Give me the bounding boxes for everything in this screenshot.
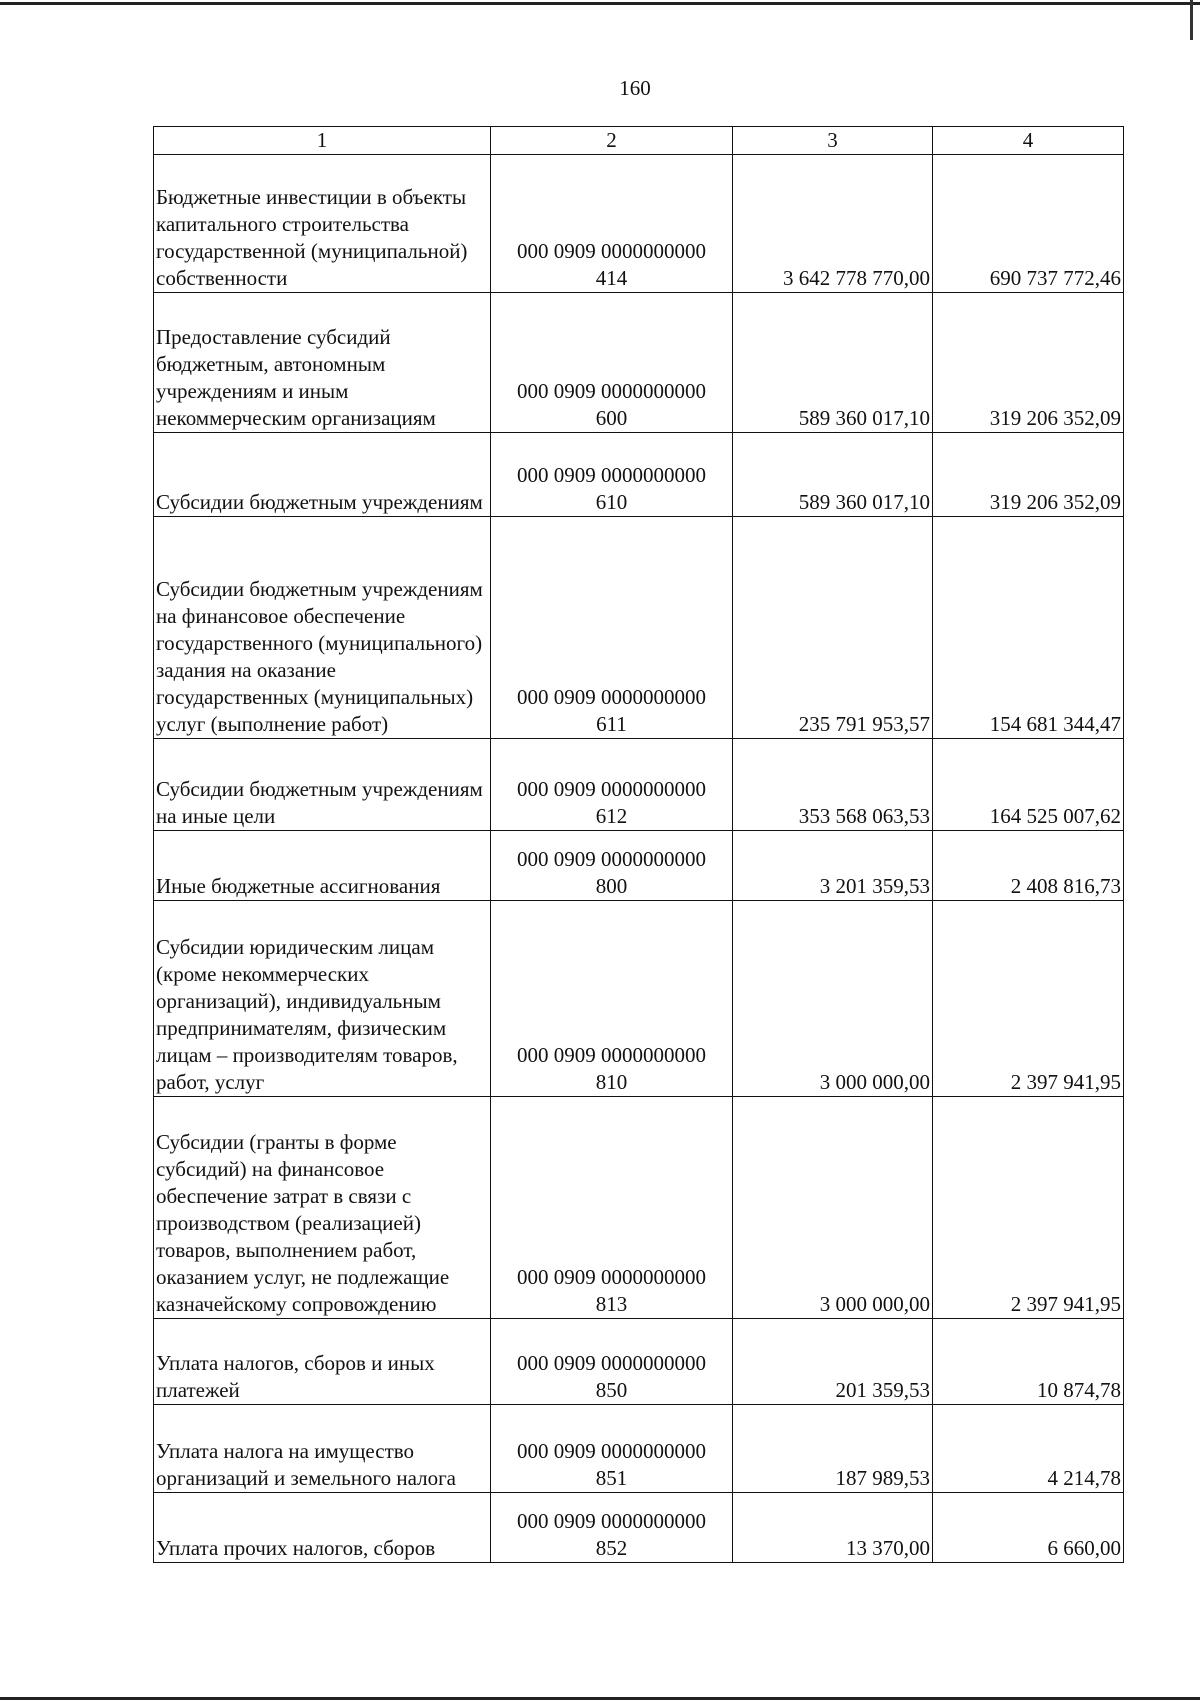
code-line-2: 813 bbox=[595, 1292, 628, 1316]
row-value-col3: 3 000 000,00 bbox=[733, 901, 933, 1097]
row-value-col4: 690 737 772,46 bbox=[933, 155, 1124, 293]
table-row bbox=[154, 155, 1124, 293]
row-value-col3: 589 360 017,10 bbox=[733, 293, 933, 433]
row-value-col3: 589 360 017,10 bbox=[733, 433, 933, 517]
row-code bbox=[491, 1493, 733, 1563]
code-line-1: 000 0909 0000000000 bbox=[517, 1439, 706, 1463]
table-row bbox=[154, 1493, 1124, 1563]
row-value-col4: 2 408 816,73 bbox=[933, 831, 1124, 901]
row-name: Иные бюджетные ассигнования bbox=[154, 831, 491, 901]
code-line-2: 810 bbox=[595, 1070, 628, 1094]
row-value-col3: 235 791 953,57 bbox=[733, 517, 933, 739]
code-line-1: 000 0909 0000000000 bbox=[517, 777, 706, 801]
row-name: Субсидии (гранты в форме субсидий) на финансовое обеспечение затрат в связи с производством (реализацией) товаров, выполнением работ, оказанием услуг, не подлежащие казначейскому сопровождению bbox=[154, 1097, 491, 1319]
row-code bbox=[491, 1405, 733, 1493]
code-line-1: 000 0909 0000000000 bbox=[517, 685, 706, 709]
row-value-col3: 3 642 778 770,00 bbox=[733, 155, 933, 293]
table-row bbox=[154, 831, 1124, 901]
row-name: Субсидии юридическим лицам (кроме некоммерческих организаций), индивидуальным предпринимателям, физическим лицам – производителям товаров, работ, услуг bbox=[154, 901, 491, 1097]
scan-top-border bbox=[0, 2, 1200, 5]
column-header-1: 1 bbox=[154, 127, 491, 155]
row-code bbox=[491, 155, 733, 293]
code-line-2: 800 bbox=[595, 874, 628, 898]
table-row bbox=[154, 1405, 1124, 1493]
row-value-col3: 187 989,53 bbox=[733, 1405, 933, 1493]
row-name: Субсидии бюджетным учреждениям на финансовое обеспечение государственного (муниципального) задания на оказание государственных (муниципальных) услуг (выполнение работ) bbox=[154, 517, 491, 739]
row-code bbox=[491, 831, 733, 901]
row-value-col3: 3 000 000,00 bbox=[733, 1097, 933, 1319]
row-code bbox=[491, 739, 733, 831]
table-header-row bbox=[154, 127, 1124, 155]
code-line-2: 852 bbox=[595, 1536, 628, 1560]
row-value-col4: 319 206 352,09 bbox=[933, 433, 1124, 517]
table-row bbox=[154, 517, 1124, 739]
code-line-1: 000 0909 0000000000 bbox=[517, 463, 706, 487]
table-row bbox=[154, 901, 1124, 1097]
row-name: Уплата налогов, сборов и иных платежей bbox=[154, 1319, 491, 1405]
code-line-1: 000 0909 0000000000 bbox=[517, 1351, 706, 1375]
code-line-2: 612 bbox=[595, 804, 628, 828]
column-header-4: 4 bbox=[933, 127, 1124, 155]
table-row bbox=[154, 1319, 1124, 1405]
code-line-1: 000 0909 0000000000 bbox=[517, 1509, 706, 1533]
row-code bbox=[491, 901, 733, 1097]
code-line-1: 000 0909 0000000000 bbox=[517, 1265, 706, 1289]
code-line-2: 610 bbox=[595, 490, 628, 514]
column-header-3: 3 bbox=[733, 127, 933, 155]
scan-bottom-border bbox=[0, 1697, 1200, 1700]
code-line-1: 000 0909 0000000000 bbox=[517, 379, 706, 403]
row-name: Уплата налога на имущество организаций и земельного налога bbox=[154, 1405, 491, 1493]
row-value-col3: 353 568 063,53 bbox=[733, 739, 933, 831]
row-value-col3: 3 201 359,53 bbox=[733, 831, 933, 901]
row-value-col3: 201 359,53 bbox=[733, 1319, 933, 1405]
row-code bbox=[491, 293, 733, 433]
table-row bbox=[154, 739, 1124, 831]
table-row bbox=[154, 1097, 1124, 1319]
code-line-2: 611 bbox=[596, 712, 627, 736]
code-line-1: 000 0909 0000000000 bbox=[517, 847, 706, 871]
code-line-2: 600 bbox=[595, 406, 628, 430]
row-value-col4: 6 660,00 bbox=[933, 1493, 1124, 1563]
code-line-1: 000 0909 0000000000 bbox=[517, 1043, 706, 1067]
code-line-2: 850 bbox=[595, 1378, 628, 1402]
row-value-col4: 4 214,78 bbox=[933, 1405, 1124, 1493]
row-name: Бюджетные инвестиции в объекты капитального строительства государственной (муниципальной) собственности bbox=[154, 155, 491, 293]
code-line-1: 000 0909 0000000000 bbox=[517, 239, 706, 263]
budget-table bbox=[153, 126, 1124, 1563]
scan-right-border bbox=[1190, 0, 1193, 40]
table-row bbox=[154, 293, 1124, 433]
row-name: Уплата прочих налогов, сборов bbox=[154, 1493, 491, 1563]
row-code bbox=[491, 517, 733, 739]
page-number: 160 bbox=[619, 76, 651, 100]
row-code bbox=[491, 1097, 733, 1319]
row-code bbox=[491, 1319, 733, 1405]
table-row bbox=[154, 433, 1124, 517]
row-name: Субсидии бюджетным учреждениям на иные цели bbox=[154, 739, 491, 831]
row-name: Субсидии бюджетным учреждениям bbox=[154, 433, 491, 517]
row-value-col4: 2 397 941,95 bbox=[933, 1097, 1124, 1319]
code-line-2: 851 bbox=[595, 1466, 628, 1490]
row-code bbox=[491, 433, 733, 517]
row-value-col4: 319 206 352,09 bbox=[933, 293, 1124, 433]
code-line-2: 414 bbox=[595, 266, 628, 290]
column-header-2: 2 bbox=[491, 127, 733, 155]
row-name: Предоставление субсидий бюджетным, автономным учреждениям и иным некоммерческим организациям bbox=[154, 293, 491, 433]
row-value-col4: 10 874,78 bbox=[933, 1319, 1124, 1405]
row-value-col4: 154 681 344,47 bbox=[933, 517, 1124, 739]
row-value-col4: 2 397 941,95 bbox=[933, 901, 1124, 1097]
row-value-col4: 164 525 007,62 bbox=[933, 739, 1124, 831]
row-value-col3: 13 370,00 bbox=[733, 1493, 933, 1563]
